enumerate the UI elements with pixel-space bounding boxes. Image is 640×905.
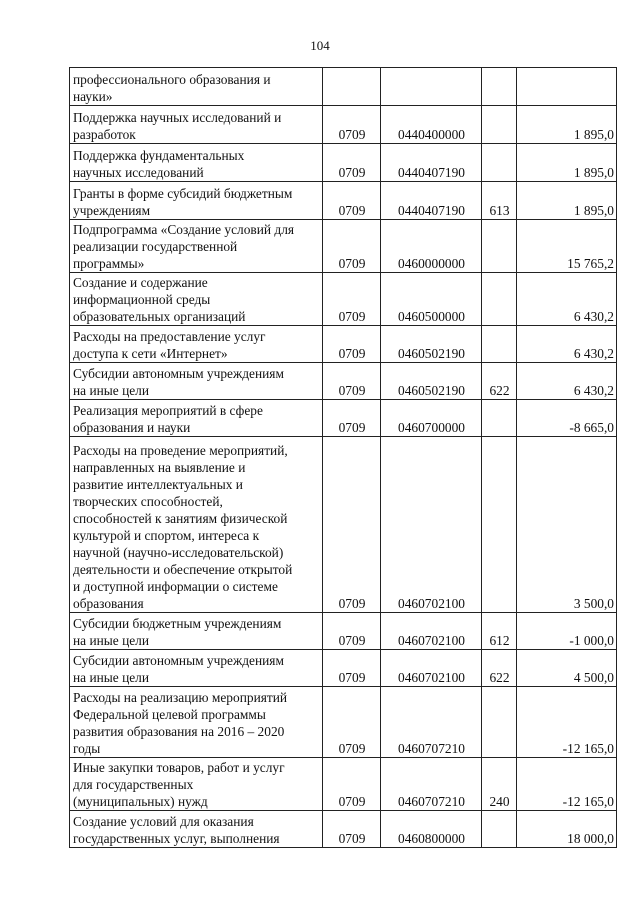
row-name: Создание и содержание информационной среды образовательных организаций — [70, 273, 323, 326]
row-amount — [517, 68, 617, 106]
row-amount: -12 165,0 — [517, 758, 617, 811]
row-amount: 6 430,2 — [517, 273, 617, 326]
row-section-code: 0709 — [323, 182, 381, 220]
row-name: Подпрограмма «Создание условий для реализации государственной программы» — [70, 220, 323, 273]
table-row — [70, 363, 617, 400]
row-amount: 15 765,2 — [517, 220, 617, 273]
row-target-code: 0440407190 — [381, 182, 482, 220]
table-row — [70, 220, 617, 273]
table-row — [70, 68, 617, 106]
row-section-code: 0709 — [323, 400, 381, 437]
row-section-code: 0709 — [323, 811, 381, 848]
table-row — [70, 437, 617, 613]
row-target-code: 0460702100 — [381, 613, 482, 650]
row-name: Иные закупки товаров, работ и услуг для государственных (муниципальных) нужд — [70, 758, 323, 811]
row-target-code: 0460800000 — [381, 811, 482, 848]
row-name: Расходы на предоставление услуг доступа к сети «Интернет» — [70, 326, 323, 363]
row-target-code: 0440400000 — [381, 106, 482, 144]
row-target-code: 0460700000 — [381, 400, 482, 437]
row-amount: 6 430,2 — [517, 326, 617, 363]
row-expense-type — [482, 68, 517, 106]
row-section-code: 0709 — [323, 220, 381, 273]
row-expense-type: 612 — [482, 613, 517, 650]
row-name: Субсидии автономным учреждениям на иные цели — [70, 650, 323, 687]
row-name: Гранты в форме субсидий бюджетным учреждениям — [70, 182, 323, 220]
row-section-code: 0709 — [323, 437, 381, 613]
table-row — [70, 613, 617, 650]
row-name: Субсидии бюджетным учреждениям на иные цели — [70, 613, 323, 650]
row-expense-type — [482, 437, 517, 613]
table-row — [70, 144, 617, 182]
row-expense-type — [482, 220, 517, 273]
row-expense-type: 622 — [482, 650, 517, 687]
row-name: Расходы на реализацию мероприятий Федеральной целевой программы развития образования на 2016 – 2020 годы — [70, 687, 323, 758]
row-name: Субсидии автономным учреждениям на иные цели — [70, 363, 323, 400]
row-amount: -1 000,0 — [517, 613, 617, 650]
row-amount: 1 895,0 — [517, 106, 617, 144]
row-name: профессионального образования и науки» — [70, 68, 323, 106]
row-section-code: 0709 — [323, 106, 381, 144]
row-target-code: 0460500000 — [381, 273, 482, 326]
row-section-code: 0709 — [323, 363, 381, 400]
row-amount: 1 895,0 — [517, 144, 617, 182]
table-row — [70, 182, 617, 220]
row-amount: 3 500,0 — [517, 437, 617, 613]
row-expense-type — [482, 811, 517, 848]
row-section-code: 0709 — [323, 613, 381, 650]
row-expense-type — [482, 326, 517, 363]
row-amount: 4 500,0 — [517, 650, 617, 687]
row-target-code: 0460707210 — [381, 758, 482, 811]
table-row — [70, 811, 617, 848]
row-section-code — [323, 68, 381, 106]
row-amount: -8 665,0 — [517, 400, 617, 437]
row-section-code: 0709 — [323, 650, 381, 687]
row-amount: 18 000,0 — [517, 811, 617, 848]
row-target-code: 0460702100 — [381, 437, 482, 613]
budget-table-body — [70, 68, 617, 848]
table-row — [70, 273, 617, 326]
table-row — [70, 326, 617, 363]
row-target-code: 0460000000 — [381, 220, 482, 273]
row-expense-type — [482, 400, 517, 437]
row-target-code: 0460502190 — [381, 326, 482, 363]
row-expense-type: 622 — [482, 363, 517, 400]
row-expense-type: 613 — [482, 182, 517, 220]
budget-table — [69, 67, 617, 848]
row-expense-type: 240 — [482, 758, 517, 811]
row-name: Расходы на проведение мероприятий, направленных на выявление и развитие интеллектуальных и творческих способностей, способностей к занятиям физической культурой и спортом, интереса к научной (научно-исследовательской) деятельности и обеспечение открытой и доступной информации о системе образования — [70, 437, 323, 613]
row-expense-type — [482, 687, 517, 758]
row-target-code — [381, 68, 482, 106]
row-name: Создание условий для оказания государственных услуг, выполнения — [70, 811, 323, 848]
row-amount: 6 430,2 — [517, 363, 617, 400]
table-row — [70, 106, 617, 144]
row-name: Поддержка фундаментальных научных исследований — [70, 144, 323, 182]
row-target-code: 0460702100 — [381, 650, 482, 687]
table-row — [70, 758, 617, 811]
row-expense-type — [482, 144, 517, 182]
row-name: Поддержка научных исследований и разработок — [70, 106, 323, 144]
row-section-code: 0709 — [323, 144, 381, 182]
table-row — [70, 687, 617, 758]
row-target-code: 0460707210 — [381, 687, 482, 758]
row-section-code: 0709 — [323, 273, 381, 326]
table-row — [70, 400, 617, 437]
row-section-code: 0709 — [323, 687, 381, 758]
row-section-code: 0709 — [323, 326, 381, 363]
row-target-code: 0460502190 — [381, 363, 482, 400]
row-target-code: 0440407190 — [381, 144, 482, 182]
row-name: Реализация мероприятий в сфере образования и науки — [70, 400, 323, 437]
table-row — [70, 650, 617, 687]
row-expense-type — [482, 106, 517, 144]
row-expense-type — [482, 273, 517, 326]
row-section-code: 0709 — [323, 758, 381, 811]
page-number: 104 — [310, 38, 330, 53]
row-amount: -12 165,0 — [517, 687, 617, 758]
row-amount: 1 895,0 — [517, 182, 617, 220]
